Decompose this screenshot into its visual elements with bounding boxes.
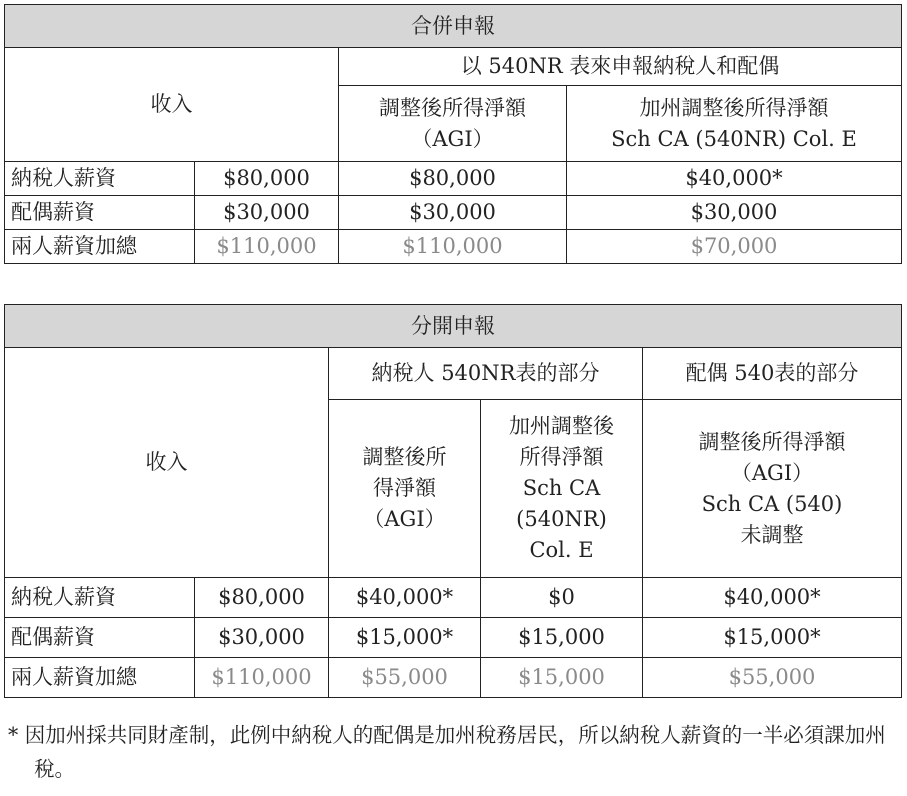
- spouse-cell: $40,000*: [643, 578, 902, 618]
- ca-cell: $15,000: [481, 658, 643, 698]
- separate-agi-header-line1: 調整後所: [362, 445, 447, 469]
- income-cell: $30,000: [195, 196, 339, 230]
- table-row-total: [5, 230, 902, 264]
- joint-filing-table: [4, 4, 902, 264]
- agi-cell: $40,000*: [329, 578, 481, 618]
- joint-ca-header-line2: Sch CA (540NR) Col. E: [611, 126, 857, 151]
- agi-cell: $55,000: [329, 658, 481, 698]
- separate-filing-table: [4, 304, 902, 698]
- joint-agi-header-line1: 調整後所得淨額: [379, 95, 526, 120]
- agi-cell: $80,000: [339, 162, 567, 196]
- income-cell: $110,000: [195, 658, 329, 698]
- joint-income-header: 收入: [5, 48, 339, 162]
- row-label: 納稅人薪資: [5, 162, 195, 196]
- separate-spouse-header: [643, 400, 902, 578]
- income-cell: $30,000: [195, 618, 329, 658]
- separate-agi-header-line2: 得淨額: [373, 476, 436, 500]
- row-label: 納稅人薪資: [5, 578, 195, 618]
- agi-cell: $15,000*: [329, 618, 481, 658]
- agi-cell: $30,000: [339, 196, 567, 230]
- joint-ca-header: [567, 86, 902, 162]
- income-cell: $80,000: [195, 162, 339, 196]
- income-cell: $110,000: [195, 230, 339, 264]
- row-label: 配偶薪資: [5, 618, 195, 658]
- separate-ca-header-line3: Sch CA: [522, 476, 601, 500]
- separate-spouse-group-header: 配偶 540表的部分: [643, 348, 902, 400]
- row-label: 兩人薪資加總: [5, 658, 195, 698]
- separate-agi-header: [329, 400, 481, 578]
- table-row: [5, 578, 902, 618]
- ca-cell: $40,000*: [567, 162, 902, 196]
- agi-cell: $110,000: [339, 230, 567, 264]
- table-row: [5, 618, 902, 658]
- separate-ca-header: [481, 400, 643, 578]
- ca-cell: $70,000: [567, 230, 902, 264]
- separate-ca-header-line5: Col. E: [529, 538, 594, 562]
- joint-agi-header-line2: （AGI）: [411, 126, 494, 151]
- separate-filing-title: 分開申報: [5, 305, 902, 348]
- ca-cell: $30,000: [567, 196, 902, 230]
- ca-cell: $0: [481, 578, 643, 618]
- separate-ca-header-line1: 加州調整後: [509, 414, 614, 438]
- separate-taxpayer-group-header: 納稅人 540NR表的部分: [329, 348, 643, 400]
- separate-spouse-header-line1: 調整後所得淨額: [698, 429, 846, 454]
- spouse-cell: $15,000*: [643, 618, 902, 658]
- separate-income-header: 收入: [5, 348, 329, 578]
- separate-spouse-header-line2: （AGI）: [730, 460, 814, 485]
- joint-group-header: 以 540NR 表來申報納稅人和配偶: [339, 48, 902, 86]
- row-label: 兩人薪資加總: [5, 230, 195, 264]
- row-label: 配偶薪資: [5, 196, 195, 230]
- spouse-cell: $55,000: [643, 658, 902, 698]
- table-row: [5, 162, 902, 196]
- joint-agi-header: [339, 86, 567, 162]
- income-cell: $80,000: [195, 578, 329, 618]
- separate-ca-header-line4: (540NR): [516, 507, 607, 531]
- table-row: [5, 196, 902, 230]
- joint-filing-title: 合併申報: [5, 5, 902, 48]
- table-row-total: [5, 658, 902, 698]
- footnote: * 因加州採共同財產制，此例中納稅人的配偶是加州稅務居民，所以納稅人薪資的一半必須課加州稅。: [8, 723, 886, 781]
- separate-spouse-header-line4: 未調整: [740, 522, 804, 547]
- separate-agi-header-line3: （AGI）: [363, 507, 446, 531]
- joint-ca-header-line1: 加州調整後所得淨額: [639, 95, 829, 120]
- ca-cell: $15,000: [481, 618, 643, 658]
- separate-ca-header-line2: 所得淨額: [519, 445, 604, 469]
- separate-spouse-header-line3: Sch CA (540): [701, 491, 843, 516]
